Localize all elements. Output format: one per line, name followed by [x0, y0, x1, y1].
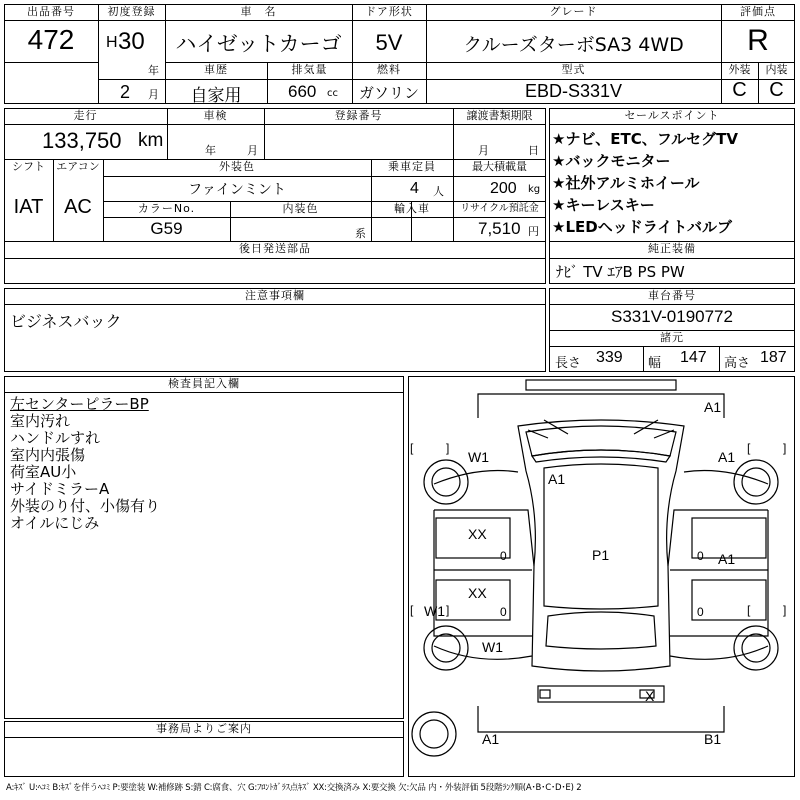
reg-month: 2 — [120, 82, 131, 102]
bracket-mark: [ — [747, 441, 751, 455]
int-score: C — [769, 79, 784, 101]
inspection-month: 月 — [247, 144, 258, 157]
fuel-label: 燃料 — [377, 63, 401, 76]
width: 147 — [680, 349, 707, 366]
recycle: 7,510 — [478, 219, 521, 238]
height: 187 — [760, 349, 787, 366]
bracket-mark: ] — [446, 441, 450, 455]
damage-mark: X — [645, 688, 655, 704]
inspector-note: 室内内張傷 — [10, 446, 86, 464]
max-load: 200 — [490, 180, 517, 197]
bracket-mark: ] — [783, 441, 787, 455]
length: 339 — [596, 349, 623, 366]
mileage: 133,750 — [42, 128, 122, 153]
ac: AC — [64, 196, 92, 218]
bracket-mark: [ — [410, 603, 414, 617]
fuel: ガソリン — [358, 84, 419, 102]
bracket-mark: [ — [747, 603, 751, 617]
month-unit: 月 — [148, 88, 159, 101]
car-name-label: 車 名 — [240, 5, 277, 18]
int-color-label: 内装色 — [282, 202, 319, 215]
damage-mark: A1 — [704, 399, 722, 415]
reg-year: 30 — [118, 28, 145, 55]
year-unit: 年 — [148, 64, 159, 77]
grade-label: グレード — [549, 5, 598, 18]
displacement-unit: cc — [327, 88, 338, 99]
inspector-label: 検査員記入欄 — [168, 377, 240, 390]
genuine-equipment: ﾅﾋﾞ TV ｴｱB PS PW — [556, 263, 685, 281]
inspection-label: 車検 — [203, 109, 228, 122]
length-label: 長さ — [555, 356, 582, 371]
ext-label: 外装 — [728, 63, 751, 76]
damage-mark: W1 — [482, 639, 503, 655]
history-label: 車歴 — [204, 63, 228, 76]
displacement-label: 排気量 — [291, 63, 328, 76]
car-diagram-drawing — [408, 376, 795, 777]
recycle-label: リサイクル預託金 — [460, 203, 539, 214]
zero-mark: 0 — [697, 549, 704, 563]
recycle-unit: 円 — [528, 225, 539, 238]
inspector-note: 室内汚れ — [10, 412, 71, 430]
damage-mark: A1 — [718, 449, 736, 465]
first-reg-label: 初度登録 — [107, 5, 156, 18]
zero-mark: 0 — [697, 605, 704, 619]
ac-label: エアコン — [56, 160, 100, 173]
car-name: ハイゼットカーゴ — [175, 32, 342, 56]
specs-label: 諸元 — [660, 331, 684, 344]
caution-text: ビジネスバック — [10, 312, 122, 331]
grade: クルーズターボSA3 4WD — [463, 34, 684, 56]
damage-mark: B1 — [704, 731, 722, 747]
damage-mark: P1 — [592, 547, 610, 563]
color-no-label: カラーNo. — [137, 202, 196, 215]
inspector-note: サイドミラーA — [10, 480, 110, 498]
transfer-day: 日 — [528, 144, 539, 157]
bracket-mark: [ — [410, 441, 414, 455]
max-load-unit: kg — [528, 184, 541, 195]
door: 5V — [375, 30, 403, 55]
displacement: 660 — [288, 82, 317, 101]
capacity-unit: 人 — [433, 185, 444, 198]
zero-mark: 0 — [500, 605, 507, 619]
ext-score: C — [732, 79, 747, 101]
caution-label: 注意事項欄 — [245, 289, 305, 302]
color: ファインミント — [188, 182, 286, 198]
genuine-label: 純正装備 — [648, 242, 696, 255]
height-label: 高さ — [724, 356, 751, 371]
color-label: 外装色 — [219, 160, 255, 173]
damage-mark: A1 — [482, 731, 500, 747]
width-label: 幅 — [648, 356, 662, 371]
int-label: 内装 — [765, 63, 788, 76]
score-label: 評価点 — [740, 5, 776, 18]
shift-label: シフト — [12, 160, 45, 173]
transfer-month: 月 — [478, 144, 489, 157]
import-label: 輸入車 — [394, 202, 430, 215]
era: H — [106, 34, 118, 51]
shift: IAT — [13, 196, 44, 218]
legend: A:ｷｽﾞ U:ﾍｺﾐ B:ｷｽﾞを伴うﾍｺﾐ P:要塗装 W:補修跡 S:錆 C:腐食、穴 G:ﾌﾛﾝﾄｶﾞﾗｽ点ｷｽﾞ XX:交換済み X:要交換 欠:欠品 内・外装評価 5段階ﾗﾝｸ順(A･B･C･D･E) 2 — [6, 783, 582, 793]
office-label: 事務局よりご案内 — [156, 722, 252, 735]
max-load-label: 最大積載量 — [472, 160, 527, 173]
selling-point: ★バックモニター — [552, 152, 671, 170]
zero-mark: 0 — [500, 549, 507, 563]
chassis-number: S331V-0190772 — [611, 307, 733, 326]
mileage-label: 走行 — [73, 109, 98, 122]
selling-point: ★LEDヘッドライトバルブ — [552, 218, 732, 236]
capacity-label: 乗車定員 — [388, 160, 436, 173]
lot-number: 472 — [27, 24, 75, 55]
inspector-note: 外装のり付、小傷有り — [10, 497, 161, 515]
bracket-mark: ] — [783, 603, 787, 617]
chassis-label: 車台番号 — [648, 289, 696, 302]
mileage-unit: km — [138, 130, 164, 151]
model: EBD-S331V — [524, 81, 623, 101]
later-parts-label: 後日発送部品 — [239, 242, 311, 255]
inspector-note: 荷室AU小 — [10, 463, 77, 481]
capacity: 4 — [410, 180, 419, 197]
color-no: G59 — [150, 219, 183, 238]
inspector-note: 左センターピラーBP — [10, 395, 149, 413]
inspector-note: ハンドルすれ — [10, 429, 101, 447]
reg-no-label: 登録番号 — [334, 109, 383, 122]
damage-mark: A1 — [718, 551, 736, 567]
damage-mark: XX — [468, 585, 487, 601]
bracket-mark: ] — [446, 603, 450, 617]
transfer-label: 譲渡書類期限 — [466, 109, 533, 122]
int-color-unit: 系 — [355, 227, 366, 240]
model-label: 型式 — [561, 63, 586, 76]
damage-mark: XX — [468, 526, 487, 542]
inspector-note: オイルにじみ — [10, 514, 100, 532]
selling-point: ★キーレスキー — [552, 196, 655, 214]
score: R — [747, 24, 769, 57]
history: 自家用 — [190, 86, 242, 106]
selling-point: ★ナビ、ETC、フルセグTV — [552, 130, 739, 148]
damage-mark: W1 — [424, 603, 445, 619]
selling-points-label: セールスポイント — [624, 109, 720, 122]
inspection-year: 年 — [205, 144, 216, 157]
door-label: ドア形状 — [365, 5, 413, 18]
damage-mark: W1 — [468, 449, 489, 465]
selling-point: ★社外アルミホイール — [552, 174, 700, 192]
lot-number-label: 出品番号 — [27, 5, 75, 18]
damage-mark: A1 — [548, 471, 566, 487]
